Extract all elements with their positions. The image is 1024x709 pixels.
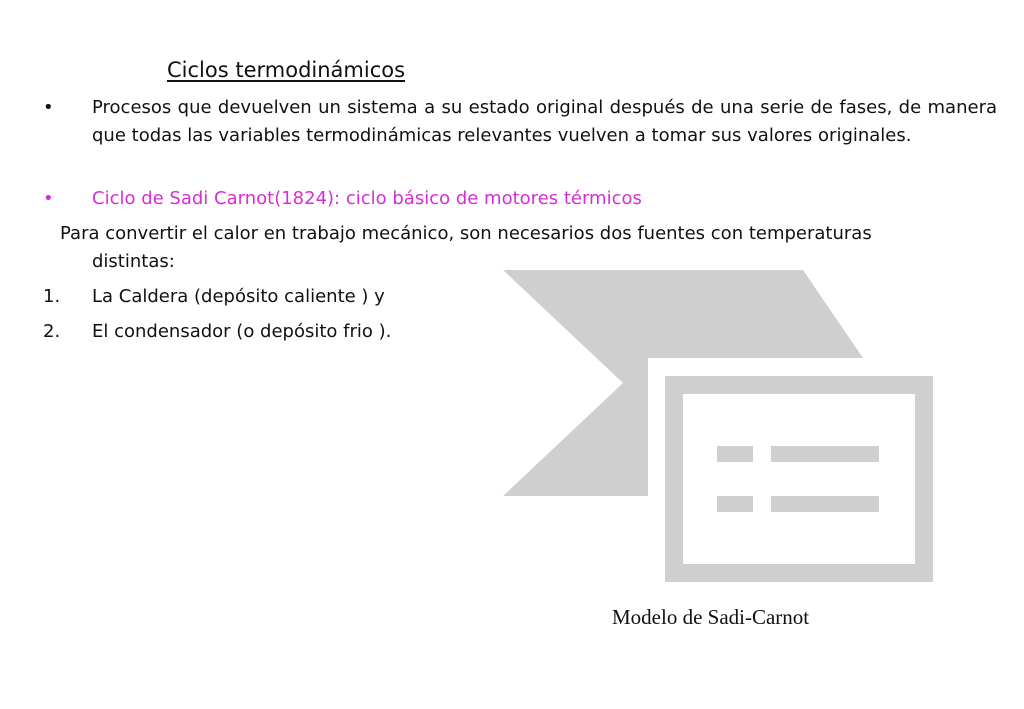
list-item-caldera: La Caldera (depósito caliente ) y bbox=[92, 286, 385, 307]
bullet-marker: • bbox=[43, 188, 54, 209]
list-marker: 1. bbox=[43, 286, 61, 307]
slide-title: Ciclos termodinámicos bbox=[167, 58, 406, 82]
image-placeholder-icon bbox=[503, 270, 933, 585]
bullet-marker: • bbox=[43, 97, 54, 118]
bullet-text-carnot: Ciclo de Sadi Carnot(1824): ciclo básico de motores térmicos bbox=[92, 188, 642, 209]
bullet-text-definition: Procesos que devuelven un sistema a su estado original después de una serie de fases, de manera que todas las variables termodinámicas relevantes vuelven a tomar sus valores originales. bbox=[92, 97, 997, 146]
list-marker: 2. bbox=[43, 321, 61, 342]
intro-paragraph bbox=[60, 220, 997, 276]
list-item-condensador: El condensador (o depósito frio ). bbox=[92, 321, 392, 342]
figure-caption: Modelo de Sadi-Carnot bbox=[612, 605, 810, 629]
intro-line-2: distintas: bbox=[92, 251, 175, 272]
intro-line-1: Para convertir el calor en trabajo mecánico, son necesarios dos fuentes con temperaturas bbox=[60, 223, 872, 244]
